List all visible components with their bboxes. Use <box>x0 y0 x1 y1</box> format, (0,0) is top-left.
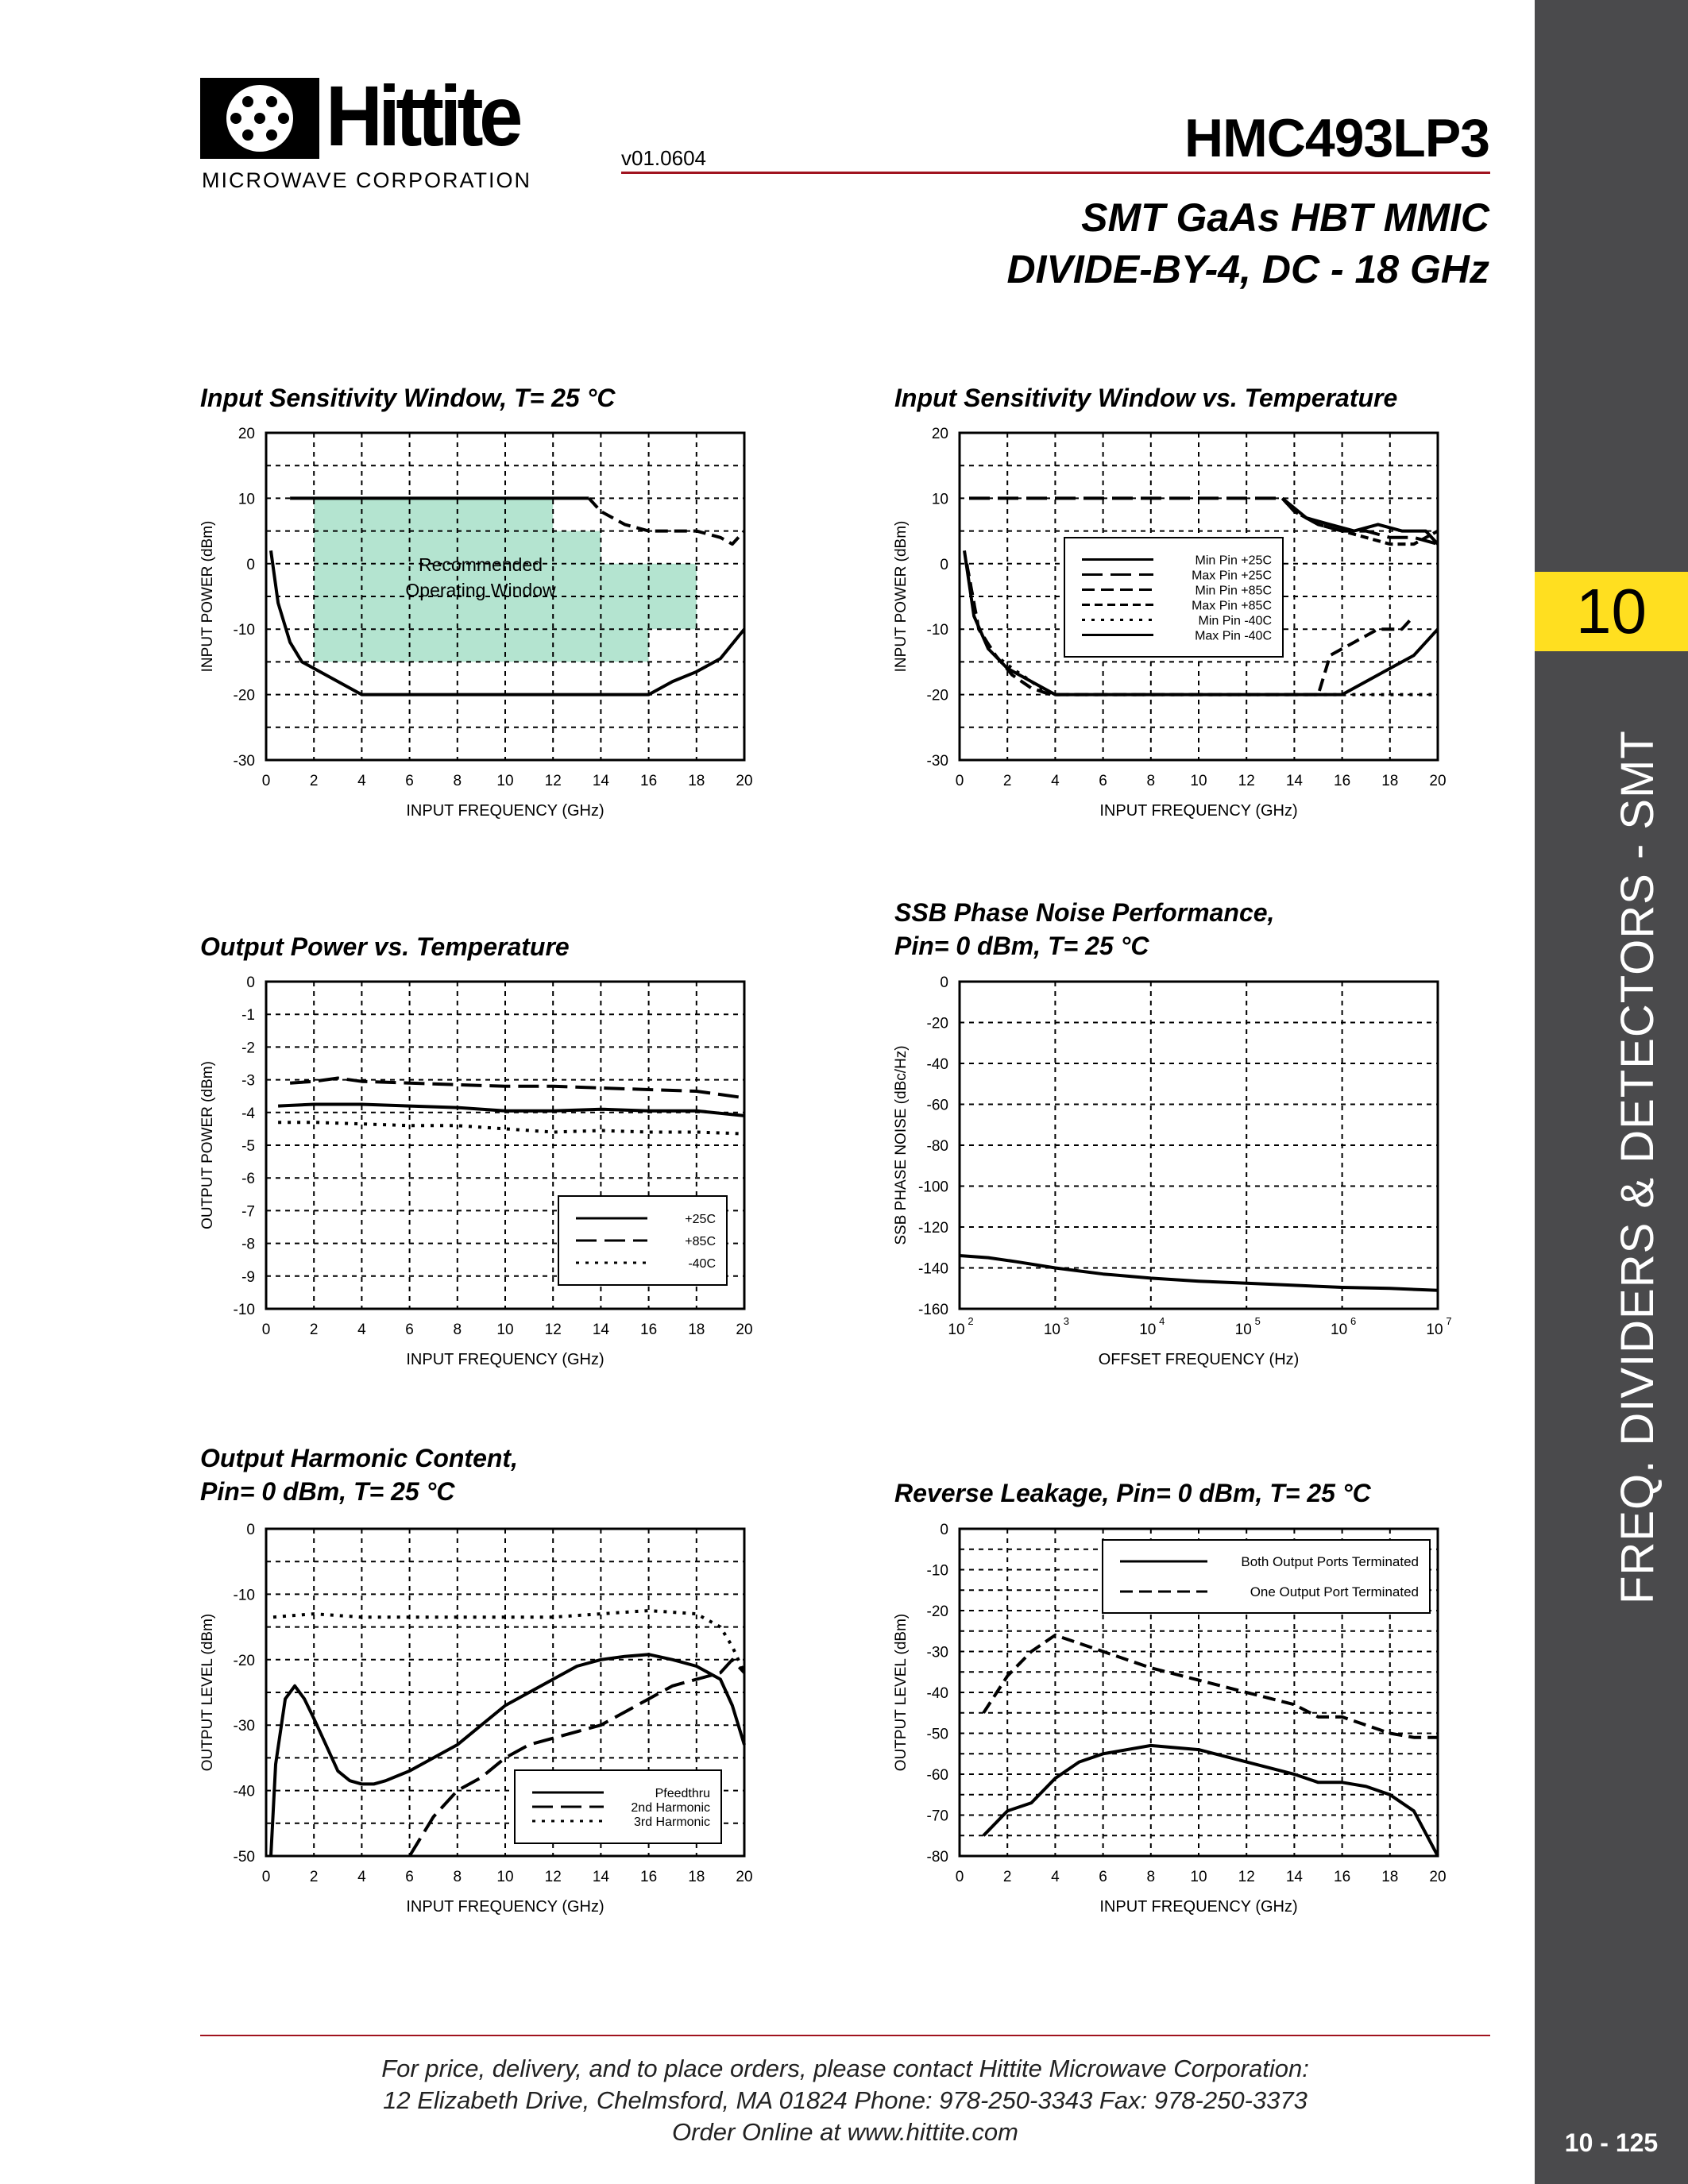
legend-label: +85C <box>685 1235 716 1248</box>
y-tick-label: -8 <box>241 1236 255 1253</box>
y-tick-label: -50 <box>926 1726 948 1743</box>
y-tick-label: -60 <box>926 1097 948 1114</box>
y-tick-label: -30 <box>233 753 255 770</box>
y-axis-label: OUTPUT LEVEL (dBm) <box>199 1613 216 1772</box>
version-label: v01.0604 <box>621 146 706 170</box>
y-axis-label: SSB PHASE NOISE (dBc/Hz) <box>893 1045 910 1245</box>
legend-label: Pfeedthru <box>655 1787 710 1800</box>
x-tick-label: 4 <box>1051 773 1060 789</box>
x-tick-label: 10 <box>1426 1322 1443 1338</box>
x-tick-label: 2 <box>1002 1869 1012 1885</box>
series-line-1 <box>960 1256 1438 1291</box>
y-tick-label: -1 <box>241 1007 255 1024</box>
x-axis-label: INPUT FREQUENCY (GHz) <box>406 802 605 820</box>
y-tick-label: -4 <box>241 1105 255 1122</box>
y-tick-label: -40 <box>233 1783 255 1800</box>
y-tick-label: -20 <box>926 1603 948 1620</box>
chart-title-3: Output Power vs. Temperature <box>200 932 570 961</box>
x-tick-label: 12 <box>1238 1869 1255 1885</box>
y-tick-label: -160 <box>917 1302 948 1318</box>
footer-line-3: Order Online at www.hittite.com <box>672 2118 1018 2146</box>
y-tick-label: 0 <box>246 556 255 573</box>
y-tick-label: 0 <box>246 974 255 991</box>
y-tick-label: -80 <box>926 1138 948 1155</box>
section-title-vertical: FREQ. DIVIDERS & DETECTORS - SMT <box>1612 730 1663 1604</box>
x-tick-label: 10 <box>1331 1322 1348 1338</box>
x-tick-label: 16 <box>1334 773 1351 789</box>
y-tick-label: -40 <box>926 1685 948 1702</box>
legend-label: Min Pin +25C <box>1195 554 1272 568</box>
x-tick-label: 10 <box>1139 1322 1157 1338</box>
x-tick-label: 6 <box>405 1869 414 1885</box>
x-tick-label: 20 <box>736 773 753 789</box>
y-tick-label: -100 <box>917 1179 948 1196</box>
y-tick-label: -10 <box>926 1562 948 1580</box>
x-tick-label: 8 <box>453 1322 462 1338</box>
y-tick-label: 10 <box>238 491 255 508</box>
legend-label: -40C <box>688 1257 716 1271</box>
y-tick-label: -9 <box>241 1268 255 1286</box>
y-tick-label: -10 <box>233 1587 255 1604</box>
x-tick-label: 14 <box>1285 1869 1303 1885</box>
y-tick-label: 0 <box>940 1522 948 1538</box>
annotation-text: Recommended <box>419 554 543 575</box>
y-tick-label: -30 <box>926 753 948 770</box>
x-tick-label: 0 <box>261 773 271 789</box>
x-tick-label: 18 <box>688 773 705 789</box>
x-tick-exponent: 7 <box>1446 1315 1452 1327</box>
y-tick-label: -140 <box>917 1260 948 1278</box>
x-tick-label: 2 <box>309 1322 319 1338</box>
y-tick-label: -3 <box>241 1072 255 1090</box>
x-tick-label: 10 <box>496 1869 514 1885</box>
x-tick-label: 20 <box>736 1869 753 1885</box>
y-tick-label: 0 <box>246 1522 255 1538</box>
series-line-2 <box>290 1078 744 1098</box>
legend-label: 3rd Harmonic <box>633 1815 710 1829</box>
x-tick-exponent: 3 <box>1063 1315 1070 1327</box>
x-tick-label: 4 <box>357 1869 366 1885</box>
series-line-1 <box>983 1746 1438 1856</box>
x-tick-label: 10 <box>1190 773 1207 789</box>
x-tick-label: 12 <box>544 1869 562 1885</box>
x-tick-label: 12 <box>1238 773 1255 789</box>
y-tick-label: 0 <box>940 974 948 991</box>
y-axis-label: OUTPUT LEVEL (dBm) <box>893 1613 910 1772</box>
series-line-6 <box>1282 498 1438 544</box>
x-tick-label: 14 <box>592 1322 609 1338</box>
y-tick-label: -10 <box>926 622 948 639</box>
x-tick-label: 8 <box>1146 773 1156 789</box>
x-tick-label: 10 <box>1043 1322 1060 1338</box>
x-tick-label: 20 <box>1429 1869 1447 1885</box>
logo-subtitle: MICROWAVE CORPORATION <box>202 168 532 192</box>
x-tick-label: 14 <box>1285 773 1303 789</box>
y-tick-label: -20 <box>233 1652 255 1669</box>
x-tick-label: 6 <box>1099 1869 1107 1885</box>
y-tick-label: -120 <box>917 1220 948 1237</box>
chart-title-6: Reverse Leakage, Pin= 0 dBm, T= 25 °C <box>894 1479 1371 1507</box>
x-tick-label: 2 <box>309 1869 319 1885</box>
y-axis-label: INPUT POWER (dBm) <box>893 520 910 673</box>
logo-wordmark: Hittite <box>326 68 519 164</box>
legend-label: Max Pin -40C <box>1195 629 1272 643</box>
legend-label: Min Pin +85C <box>1195 584 1272 598</box>
x-tick-exponent: 5 <box>1254 1315 1261 1327</box>
y-tick-label: -2 <box>241 1040 255 1057</box>
legend-label: Max Pin +25C <box>1192 569 1272 583</box>
y-tick-label: -40 <box>926 1056 948 1073</box>
x-tick-label: 16 <box>640 773 658 789</box>
footer <box>200 2053 1490 2148</box>
chart-2 <box>893 426 1447 820</box>
legend-label: One Output Port Terminated <box>1250 1584 1419 1599</box>
chart-3 <box>199 974 753 1368</box>
section-tab-number: 10 <box>1535 572 1688 651</box>
x-tick-exponent: 4 <box>1159 1315 1165 1327</box>
x-tick-label: 18 <box>688 1869 705 1885</box>
chart-title-4-line-1: SSB Phase Noise Performance, <box>894 898 1275 927</box>
x-tick-label: 2 <box>1002 773 1012 789</box>
x-tick-label: 16 <box>640 1322 658 1338</box>
x-axis-label: OFFSET FREQUENCY (Hz) <box>1098 1351 1300 1368</box>
series-line-1 <box>278 1105 744 1116</box>
y-tick-label: 20 <box>238 426 255 442</box>
x-tick-exponent: 2 <box>968 1315 974 1327</box>
x-axis-label: INPUT FREQUENCY (GHz) <box>1099 1898 1298 1916</box>
x-tick-label: 16 <box>1334 1869 1351 1885</box>
series-line-4 <box>1282 498 1438 544</box>
legend-label: Min Pin -40C <box>1198 614 1272 628</box>
y-tick-label: -7 <box>241 1203 255 1221</box>
series-line-3 <box>589 498 744 544</box>
y-tick-label: 10 <box>931 491 948 508</box>
y-tick-label: -6 <box>241 1171 255 1188</box>
y-tick-label: 20 <box>931 426 948 442</box>
x-tick-label: 18 <box>1381 773 1399 789</box>
x-tick-label: 6 <box>1099 773 1107 789</box>
y-axis-label: INPUT POWER (dBm) <box>199 520 216 673</box>
x-tick-label: 20 <box>1429 773 1447 789</box>
legend-box <box>1103 1540 1430 1613</box>
x-tick-label: 10 <box>496 1322 514 1338</box>
x-tick-label: 0 <box>955 1869 964 1885</box>
chart-4 <box>893 974 1452 1368</box>
x-axis-label: INPUT FREQUENCY (GHz) <box>1099 802 1298 820</box>
chart-5 <box>199 1522 753 1916</box>
x-tick-label: 10 <box>1234 1322 1252 1338</box>
y-tick-label: -30 <box>233 1718 255 1735</box>
x-axis-label: INPUT FREQUENCY (GHz) <box>406 1898 605 1916</box>
series-line-2 <box>983 1635 1438 1738</box>
x-tick-label: 10 <box>496 773 514 789</box>
x-tick-label: 0 <box>955 773 964 789</box>
y-tick-label: -20 <box>926 687 948 704</box>
x-tick-label: 6 <box>405 773 414 789</box>
x-tick-exponent: 6 <box>1350 1315 1357 1327</box>
x-tick-label: 10 <box>1190 1869 1207 1885</box>
x-tick-label: 14 <box>592 1869 609 1885</box>
subtitle-line-2: DIVIDE-BY-4, DC - 18 GHz <box>1006 247 1489 291</box>
chart-title-2: Input Sensitivity Window vs. Temperature <box>894 384 1398 412</box>
legend-label: Max Pin +85C <box>1192 599 1272 613</box>
chart-title-1: Input Sensitivity Window, T= 25 °C <box>200 384 616 412</box>
x-tick-label: 8 <box>453 773 462 789</box>
x-tick-label: 12 <box>544 1322 562 1338</box>
x-tick-label: 20 <box>736 1322 753 1338</box>
part-number: HMC493LP3 <box>1184 108 1489 168</box>
y-tick-label: -5 <box>241 1138 255 1155</box>
x-tick-label: 10 <box>948 1322 965 1338</box>
x-tick-label: 4 <box>357 773 366 789</box>
x-tick-label: 12 <box>544 773 562 789</box>
x-tick-label: 8 <box>1146 1869 1156 1885</box>
subtitle-line-1: SMT GaAs HBT MMIC <box>1081 195 1489 240</box>
footer-rule <box>200 2035 1490 2036</box>
x-axis-label: INPUT FREQUENCY (GHz) <box>406 1351 605 1368</box>
x-tick-label: 4 <box>1051 1869 1060 1885</box>
series-line-3 <box>273 1611 744 1673</box>
x-tick-label: 6 <box>405 1322 414 1338</box>
chart-6 <box>893 1522 1447 1916</box>
legend-label: 2nd Harmonic <box>631 1801 710 1815</box>
x-tick-label: 18 <box>688 1322 705 1338</box>
x-tick-label: 16 <box>640 1869 658 1885</box>
y-tick-label: -10 <box>233 622 255 639</box>
y-tick-label: -70 <box>926 1808 948 1825</box>
legend-label: Both Output Ports Terminated <box>1241 1554 1419 1569</box>
y-tick-label: -20 <box>926 1015 948 1032</box>
x-tick-label: 18 <box>1381 1869 1399 1885</box>
footer-line-1: For price, delivery, and to place orders, please contact Hittite Microwave Corporation: <box>381 2055 1309 2082</box>
chart-title-4-line-2: Pin= 0 dBm, T= 25 °C <box>894 932 1149 960</box>
y-tick-label: -10 <box>233 1302 255 1318</box>
y-tick-label: -20 <box>233 687 255 704</box>
chart-title-5-line-2: Pin= 0 dBm, T= 25 °C <box>200 1477 455 1506</box>
chart-title-5-line-1: Output Harmonic Content, <box>200 1444 518 1472</box>
x-tick-label: 2 <box>309 773 319 789</box>
x-tick-label: 4 <box>357 1322 366 1338</box>
x-tick-label: 0 <box>261 1869 271 1885</box>
legend-label: +25C <box>685 1213 716 1226</box>
series-line-3 <box>278 1122 744 1133</box>
y-axis-label: OUTPUT POWER (dBm) <box>199 1061 216 1229</box>
page-number: 10 - 125 <box>1564 2128 1659 2157</box>
x-tick-label: 14 <box>592 773 609 789</box>
annotation-text: Operating Window <box>405 580 556 600</box>
y-tick-label: -80 <box>926 1849 948 1866</box>
y-tick-label: -50 <box>233 1849 255 1866</box>
y-tick-label: -30 <box>926 1644 948 1661</box>
x-tick-label: 8 <box>453 1869 462 1885</box>
x-tick-label: 0 <box>261 1322 271 1338</box>
y-tick-label: 0 <box>940 556 948 573</box>
footer-line-2: 12 Elizabeth Drive, Chelmsford, MA 01824 Phone: 978-250-3343 Fax: 978-250-3373 <box>383 2086 1308 2114</box>
chart-1 <box>199 426 753 820</box>
y-tick-label: -60 <box>926 1767 948 1784</box>
